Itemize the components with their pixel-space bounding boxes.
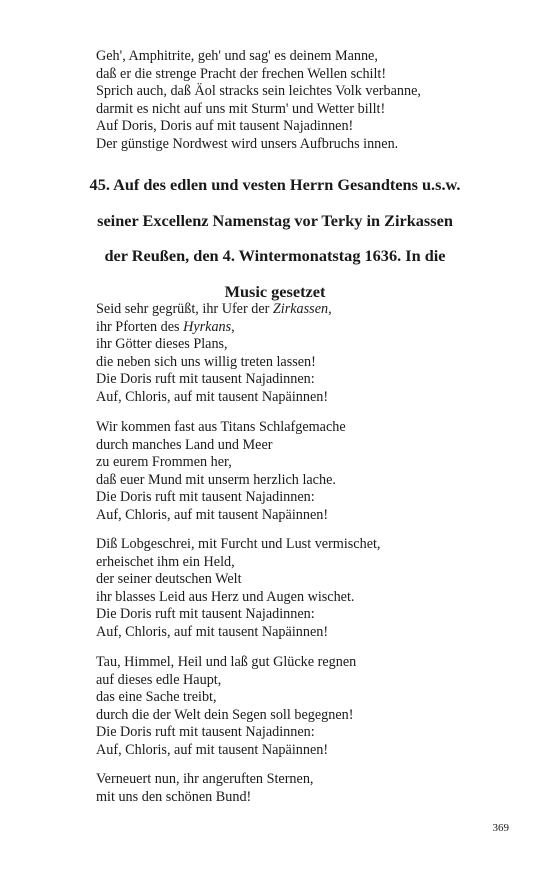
heading-line: 45. Auf des edlen und vesten Herrn Gesandtens u.s.w. [89,175,461,194]
verse-line: Die Doris ruft mit tausent Najadinnen: [96,371,315,388]
verse-line: Sprich auch, daß Äol stracks sein leichtes Volk verbanne, [96,83,421,100]
verse-line: Die Doris ruft mit tausent Najadinnen: [96,489,315,506]
verse-line: Die Doris ruft mit tausent Najadinnen: [96,606,315,623]
verse-line: Geh', Amphitrite, geh' und sag' es deinem Manne, [96,48,378,64]
verse-line [96,319,516,337]
verse-line: Der günstige Nordwest wird unsers Aufbruchs innen. [96,135,399,152]
verse-line: Auf, Chloris, auf mit tausent Napäinnen! [96,506,329,523]
verse-punctuation: , [328,301,332,317]
verse-line: das eine Sache treibt, [96,689,217,706]
verse-line: Diß Lobgeschrei, mit Furcht und Lust vermischet, [96,536,381,552]
verse-line: ihr Götter dieses Plans, [96,336,228,353]
verse-line: die neben sich uns willig treten lassen! [96,353,316,370]
verse-line: darmit es nicht auf uns mit Sturm' und Wetter billt! [96,100,386,117]
stanza-5 [96,771,516,806]
stanza-4 [96,654,516,760]
verse-line: Verneuert nun, ihr angeruften Sternen, [96,771,314,787]
italic-place-name: Zirkassen [272,301,329,317]
verse-line: durch manches Land und Meer [96,436,273,453]
verse-line: Auf Doris, Doris auf mit tausent Najadinnen! [96,118,354,135]
stanza-1 [96,301,516,407]
verse-line: Auf, Chloris, auf mit tausent Napäinnen! [96,623,329,640]
italic-place-name: Hyrkans [183,318,232,335]
verse-line: zu eurem Frommen her, [96,454,232,471]
previous-poem-ending [96,48,516,154]
verse-line: daß euer Mund mit unserm herzlich lache. [96,471,336,488]
verse-line: der seiner deutschen Welt [96,571,242,588]
verse-line: Auf, Chloris, auf mit tausent Napäinnen! [96,388,329,405]
heading-line: Music gesetzet [224,281,326,301]
verse-line: ihr blasses Leid aus Herz und Augen wischet. [96,588,355,605]
verse-text: ihr Pforten des [96,318,184,335]
stanza-3 [96,536,516,642]
heading-line: der Reußen, den 4. Wintermonatstag 1636. In die [104,246,446,265]
verse-line: Die Doris ruft mit tausent Najadinnen: [96,724,315,741]
stanza-2 [96,419,516,525]
heading-line: seiner Excellenz Namenstag vor Terky in Zirkassen [97,210,453,230]
verse-line: Auf, Chloris, auf mit tausent Napäinnen! [96,741,329,758]
verse-text: Seid sehr gegrüßt, ihr Ufer der [96,301,273,317]
verse-line: mit uns den schönen Bund! [96,788,252,805]
verse-line: daß er die strenge Pracht der frechen Wellen schilt! [96,65,387,82]
verse-line: erheischet ihm ein Held, [96,553,235,570]
verse-line: auf dieses edle Haupt, [96,671,222,688]
verse-line: Wir kommen fast aus Titans Schlafgemache [96,419,346,435]
verse-line [96,301,516,319]
verse-line: Tau, Himmel, Heil und laß gut Glücke regnen [96,654,357,670]
page-number: 369 [492,822,509,834]
verse-line: durch die der Welt dein Segen soll begegnen! [96,706,354,723]
poem-heading [60,167,490,309]
verse-punctuation: , [231,318,235,335]
